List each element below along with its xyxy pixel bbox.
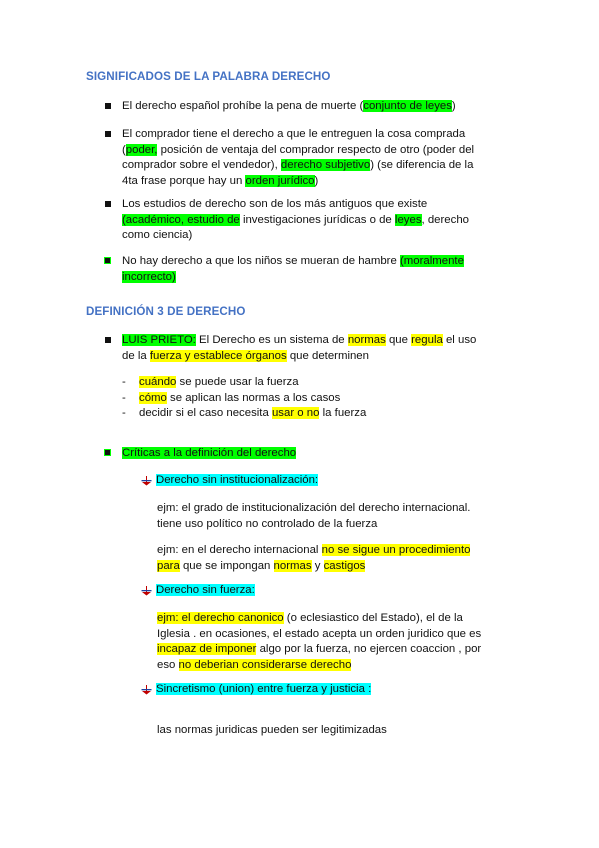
highlight-cyan: Derecho sin institucionalización:	[156, 474, 319, 486]
dash-marker: -	[122, 376, 126, 388]
text: Los estudios de derecho son de los más antiguos que existe	[122, 198, 428, 210]
text: tiene uso político no controlado de la fuerza	[157, 517, 378, 530]
bullet-square-icon	[105, 103, 111, 109]
bullet-square-green-icon	[104, 449, 111, 456]
arrow-bullet-icon	[141, 684, 152, 695]
text: , derecho	[421, 213, 470, 226]
sub-item-sincretismo	[156, 682, 371, 698]
highlight-yellow: fuerza y establece órganos	[149, 349, 287, 362]
arrow-bullet-icon	[141, 585, 152, 596]
highlight-green: leyes	[394, 213, 422, 226]
text: como ciencia)	[122, 229, 193, 241]
dash-marker: -	[122, 391, 126, 404]
bullet-square-icon	[105, 131, 111, 137]
highlight-yellow: regula	[411, 334, 443, 346]
dash-marker: -	[122, 407, 126, 419]
paragraph	[157, 611, 481, 673]
text: el uso	[442, 334, 477, 346]
text: ) (se diferencia de la	[370, 159, 474, 171]
bullet-text-2	[122, 127, 474, 189]
text: El comprador tiene el derecho a que le entreguen la cosa comprada	[122, 128, 466, 140]
bullet-text-criticas	[122, 446, 296, 462]
bullet-text-1	[122, 99, 456, 115]
text: )	[314, 174, 319, 187]
text: No hay derecho a que los niños se mueran de hambre	[122, 255, 400, 267]
highlight-green: LUIS PRIETO:	[122, 334, 196, 346]
highlight-green: orden jurídico	[245, 174, 315, 187]
highlight-yellow: cómo	[139, 391, 167, 404]
sub-item-sin-fuerza	[156, 583, 255, 599]
highlight-yellow: castigos	[323, 559, 366, 572]
paragraph	[157, 501, 470, 532]
text: que	[385, 334, 412, 346]
text: ejm: el grado de institucionalización del derecho internacional.	[157, 502, 471, 514]
text: El derecho español prohíbe la pena de muerte (	[122, 100, 364, 112]
text: comprador sobre el vendedor),	[122, 159, 281, 171]
text: (o eclesiastico del Estado), el de la	[283, 612, 463, 624]
text: eso	[157, 658, 179, 671]
highlight-green: incorrecto)	[122, 270, 176, 283]
text: 4ta frase porque hay un	[122, 174, 246, 187]
highlight-green: conjunto de leyes	[363, 100, 452, 112]
highlight-yellow: normas	[273, 559, 312, 572]
text: posición de ventaja del comprador respecto de otro (poder del	[157, 143, 475, 156]
text: decidir si el caso necesita	[139, 407, 272, 419]
text: Iglesia . en ocasiones, el estado acepta un orden juridico que es	[157, 627, 482, 640]
text: se aplican las normas a los casos	[166, 391, 341, 404]
bullet-text-3	[122, 197, 469, 244]
highlight-yellow: incapaz de imponer	[157, 643, 257, 655]
bullet-square-icon	[105, 201, 111, 207]
bullet-square-green-icon	[104, 257, 111, 264]
text: algo por la fuerza, no ejercen coaccion , por	[256, 643, 482, 655]
text: ejm: en el derecho internacional	[157, 544, 322, 556]
highlight-yellow: ejm: el derecho canonico	[157, 612, 284, 624]
bullet-text-prieto	[122, 333, 476, 364]
text: investigaciones jurídicas o de	[239, 213, 395, 226]
text: la fuerza	[319, 407, 367, 419]
text: se puede usar la fuerza	[176, 376, 299, 388]
highlight-green: (académico, estudio de	[122, 213, 240, 226]
text: y	[311, 559, 324, 572]
highlight-green: poder,	[125, 143, 158, 156]
dash-list	[122, 375, 366, 422]
section-title-definicion: DEFINICIÓN 3 DE DERECHO	[86, 305, 246, 318]
text: de la	[122, 349, 150, 362]
highlight-yellow: usar o no	[271, 407, 320, 419]
text: que determinen	[286, 349, 369, 362]
highlight-yellow: cuándo	[139, 376, 177, 388]
text: )	[451, 100, 456, 112]
text: que se impongan	[179, 559, 274, 572]
sub-item-institucionalizacion	[156, 473, 318, 489]
highlight-green: Críticas a la definición del derecho	[122, 447, 297, 459]
paragraph: las normas juridicas pueden ser legitimizadas	[157, 724, 387, 736]
highlight-yellow: para	[157, 559, 180, 572]
paragraph	[157, 543, 470, 574]
text: (	[122, 143, 126, 156]
highlight-cyan: Derecho sin fuerza:	[156, 584, 255, 596]
text: El Derecho es un sistema de	[195, 334, 348, 346]
bullet-square-icon	[105, 337, 111, 343]
highlight-green: (moralmente	[399, 255, 464, 267]
arrow-bullet-icon	[141, 475, 152, 486]
highlight-yellow: no se sigue un procedimiento	[321, 544, 471, 556]
section-title-significados: SIGNIFICADOS DE LA PALABRA DERECHO	[86, 70, 331, 83]
highlight-cyan: Sincretismo (union) entre fuerza y justicia :	[156, 683, 372, 695]
highlight-yellow: normas	[347, 334, 386, 346]
highlight-green: derecho subjetivo	[280, 159, 371, 171]
highlight-yellow: no deberian considerarse derecho	[178, 658, 352, 671]
bullet-text-4	[122, 254, 464, 285]
